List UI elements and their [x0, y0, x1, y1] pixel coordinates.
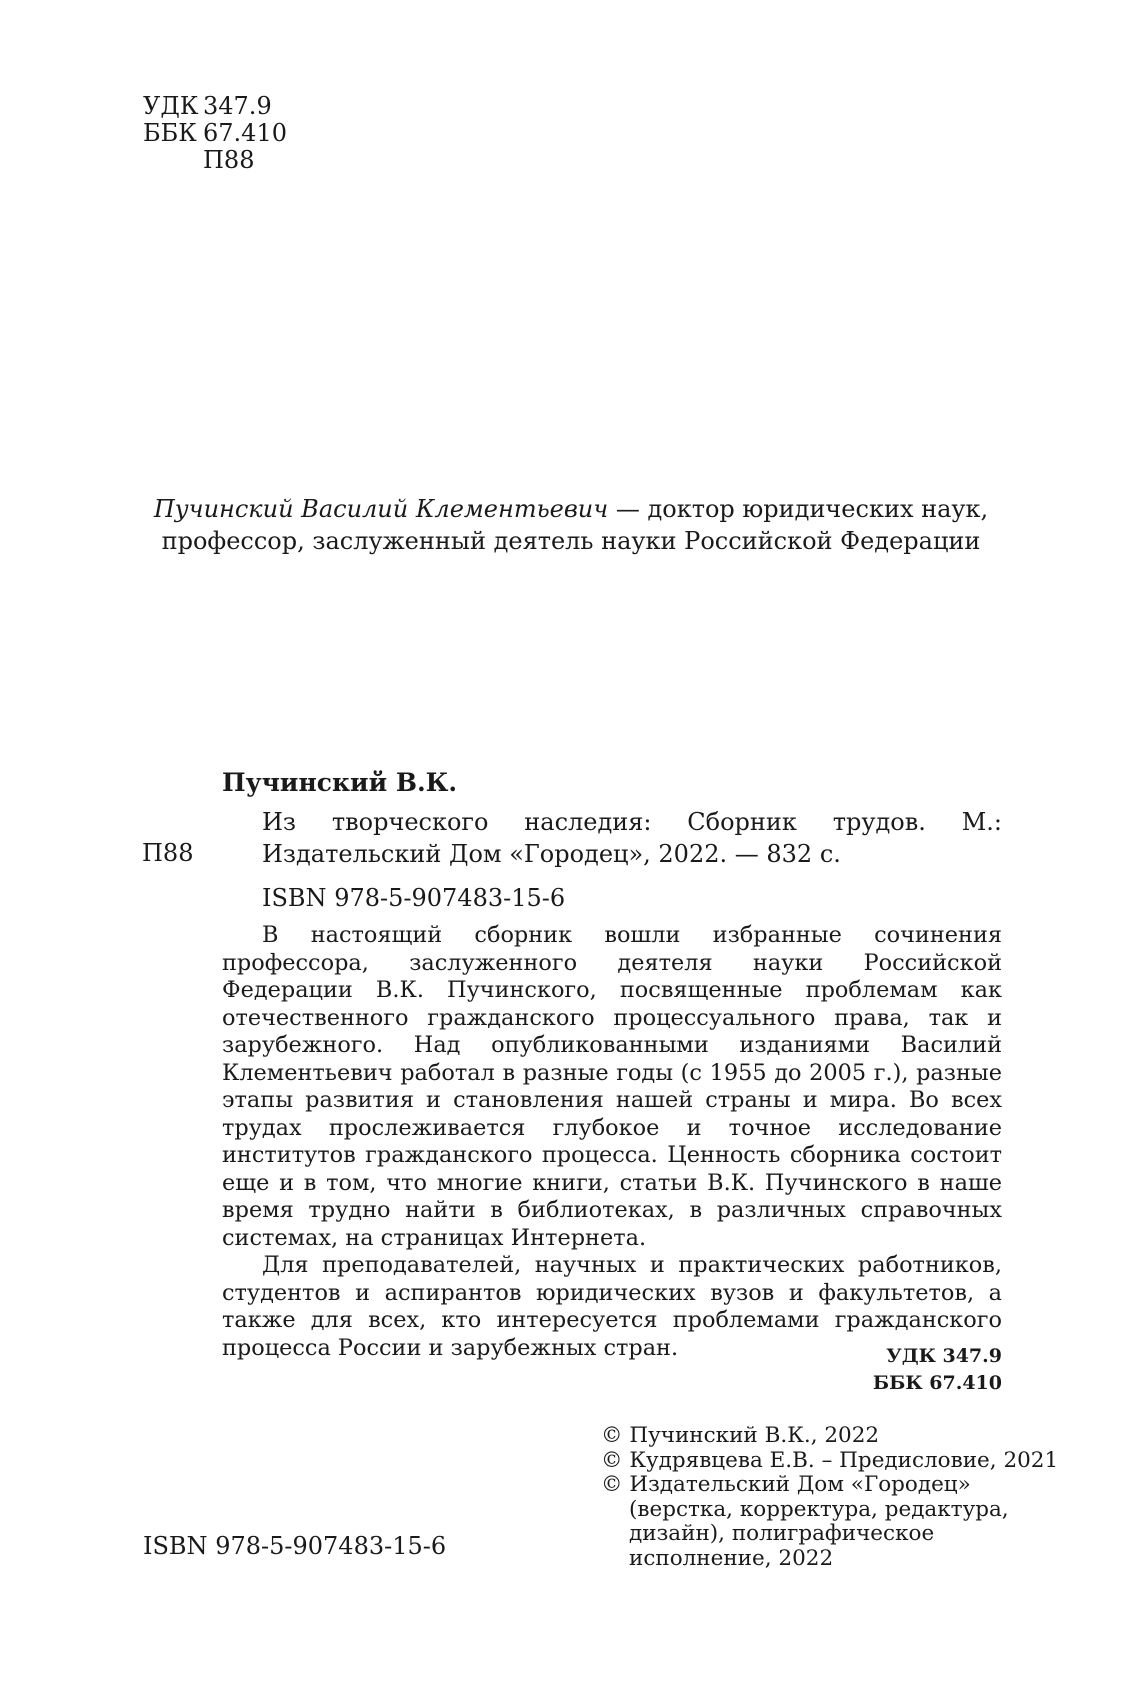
author-description — [0, 493, 1142, 557]
annotation-paragraph-1: В настоящий сборник вошли избранные сочинения профессора, заслуженного деятеля науки Российской Федерации В.К. Пучинского, посвященные проблемам как отечественного гражданского процессуального права, так и зарубежного. Над опубликованными изданиями Василий Клементьевич работал в разные годы (с 1955 до 2005 г.), разные этапы развития и становления нашей страны и мира. Во всех трудах прослеживается глубокое и точное исследование институтов гражданского процесса. Ценность сборника состоит еще и в том, что многие книги, статьи В.К. Пучинского в наше время трудно найти в библиотеках, в различных справочных системах, на страницах Интернета. — [222, 922, 1002, 1251]
bbk-row — [143, 120, 287, 147]
classification-block — [143, 93, 287, 174]
bbk-label: ББК — [143, 119, 197, 147]
author-full-name: Пучинский Василий Клементьевич — [153, 495, 609, 523]
copyright-line: © Кудрявцева Е.В. – Предисловие, 2021 — [601, 1447, 1059, 1473]
bbk-code: ББК 67.410 — [872, 1372, 1002, 1394]
udk-label: УДК — [143, 92, 199, 120]
copyright-line: (верстка, корректура, редактура, — [629, 1496, 1009, 1522]
copyright-line: дизайн), полиграфическое — [629, 1521, 935, 1546]
bibliographic-isbn: ISBN 978-5-907483-15-6 — [262, 884, 566, 912]
author-credentials: — доктор юридических наук, — [608, 495, 989, 523]
bbk-value: 67.410 — [203, 119, 287, 147]
isbn-bottom: ISBN 978-5-907483-15-6 — [143, 1532, 447, 1560]
udk-row — [143, 93, 287, 120]
side-author-mark: П88 — [142, 839, 194, 867]
copyright-line: © Пучинский В.К., 2022 — [601, 1423, 880, 1448]
classification-codes-right — [873, 1343, 1002, 1397]
bibliographic-description: Из творческого наследия: Сборник трудов. М.: Издательский Дом «Городец», 2022. — 832 с. — [262, 808, 1002, 868]
annotation — [222, 922, 1002, 1362]
copyright-line: исполнение, 2022 — [629, 1545, 834, 1571]
author-description-line1 — [0, 493, 1142, 525]
udk-value: 347.9 — [203, 92, 272, 120]
bibliographic-author: Пучинский В.К. — [222, 768, 458, 797]
udk-code: УДК 347.9 — [886, 1345, 1002, 1367]
annotation-paragraph-2: Для преподавателей, научных и практических работников, студентов и аспирантов юридических вузов и факультетов, а также для всех, кто интересуется проблемами гражданского процесса России и зарубежных стран. — [222, 1252, 1002, 1361]
copyright-line: © Издательский Дом «Городец» — [601, 1472, 971, 1497]
author-description-line2: профессор, заслуженный деятель науки Российской Федерации — [161, 527, 981, 555]
author-mark: П88 — [203, 146, 255, 174]
copyright-block — [601, 1424, 1058, 1571]
